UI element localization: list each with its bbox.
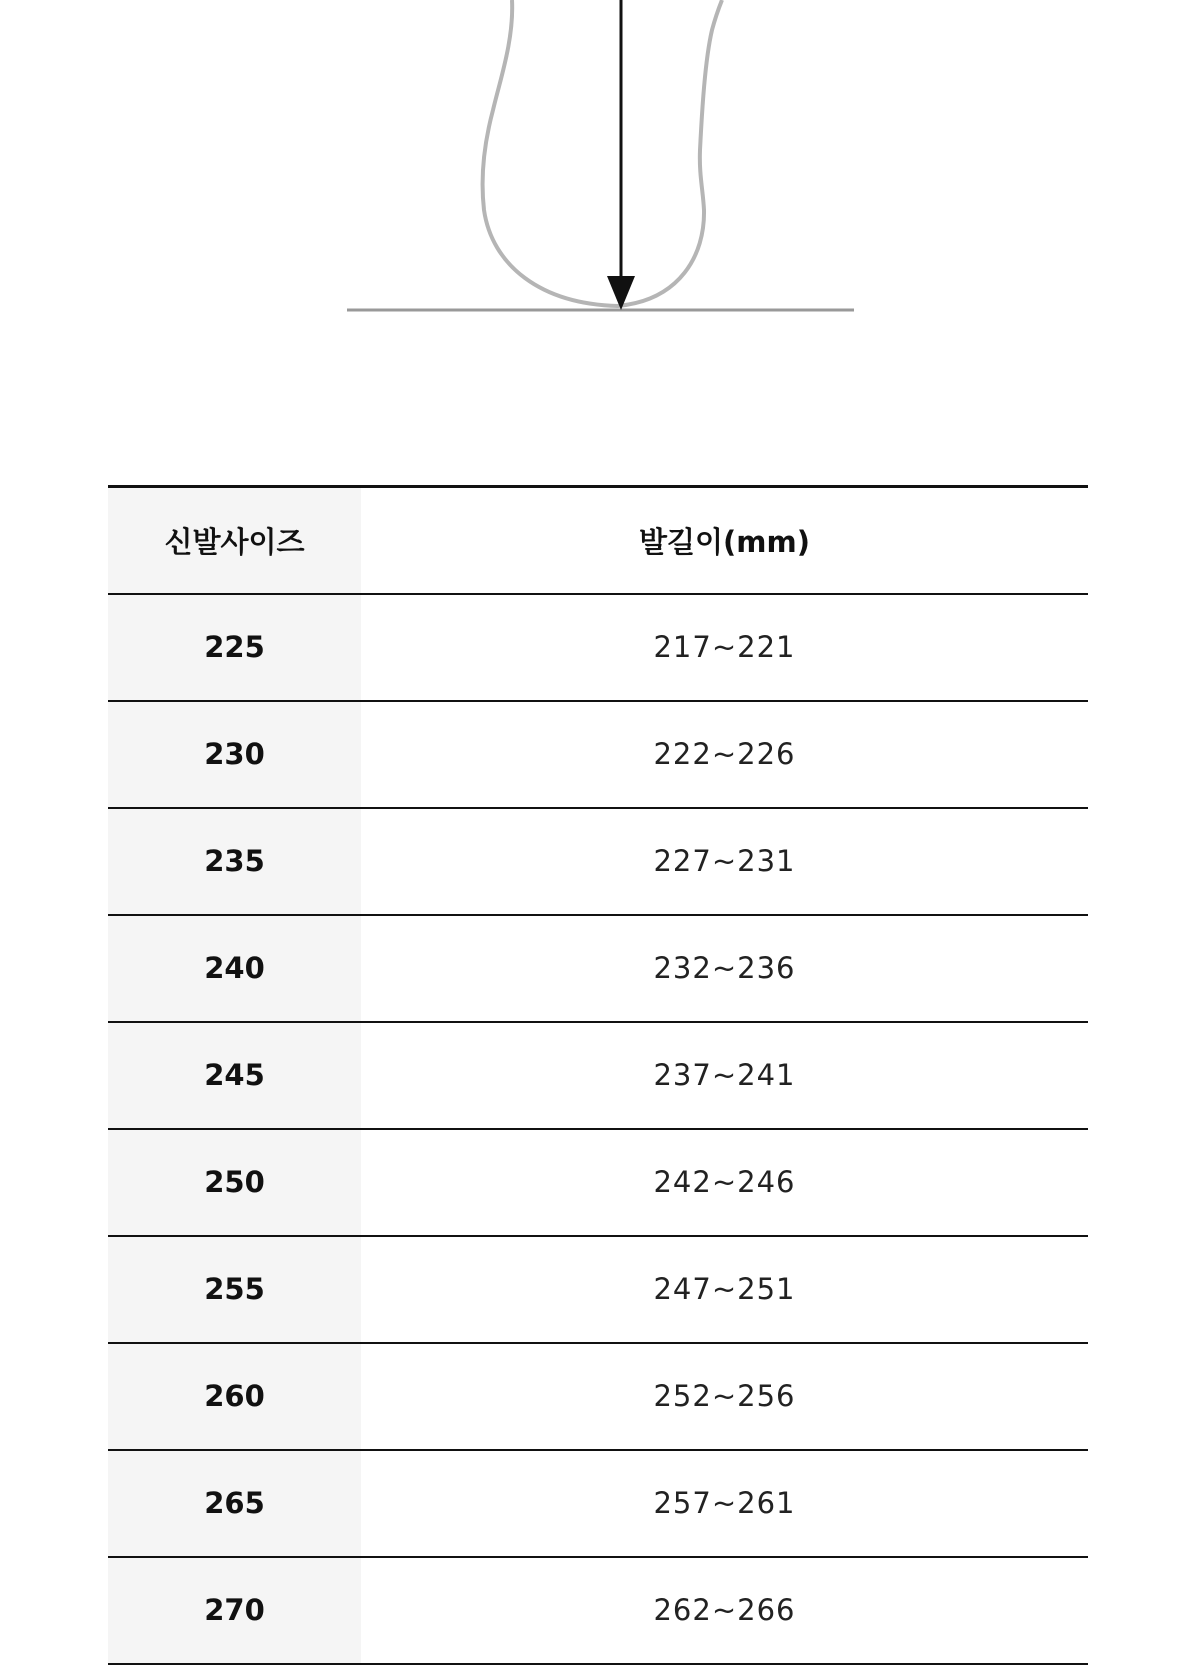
table-row bbox=[108, 915, 1088, 1022]
table-row bbox=[108, 1129, 1088, 1236]
foot-length-cell: 227~231 bbox=[653, 844, 796, 878]
foot-length-cell: 247~251 bbox=[653, 1272, 796, 1306]
foot-length-cell: 217~221 bbox=[653, 630, 796, 664]
table-header-row bbox=[108, 487, 1088, 594]
shoe-size-table bbox=[108, 485, 1088, 1665]
foot-length-diagram bbox=[0, 0, 1200, 320]
foot-length-cell: 257~261 bbox=[653, 1486, 796, 1520]
foot-length-cell: 262~266 bbox=[653, 1593, 796, 1627]
table-row bbox=[108, 701, 1088, 808]
shoe-size-cell: 245 bbox=[108, 1022, 361, 1129]
table-row bbox=[108, 1236, 1088, 1343]
shoe-size-cell: 270 bbox=[108, 1557, 361, 1664]
table-row bbox=[108, 808, 1088, 915]
table-row bbox=[108, 1450, 1088, 1557]
shoe-size-cell: 265 bbox=[108, 1450, 361, 1557]
foot-length-cell: 252~256 bbox=[653, 1379, 796, 1413]
foot-length-cell: 242~246 bbox=[653, 1165, 796, 1199]
shoe-size-cell: 260 bbox=[108, 1343, 361, 1450]
shoe-size-cell: 230 bbox=[108, 701, 361, 808]
foot-length-cell: 222~226 bbox=[653, 737, 796, 771]
table-row bbox=[108, 1022, 1088, 1129]
shoe-size-cell: 255 bbox=[108, 1236, 361, 1343]
header-shoe-size: 신발사이즈 bbox=[108, 487, 361, 594]
table-row bbox=[108, 1557, 1088, 1664]
foot-length-cell: 232~236 bbox=[653, 951, 796, 985]
table-row bbox=[108, 1343, 1088, 1450]
table-row bbox=[108, 594, 1088, 701]
shoe-size-cell: 240 bbox=[108, 915, 361, 1022]
header-foot-length: 발길이(mm) bbox=[361, 487, 1088, 594]
shoe-size-cell: 250 bbox=[108, 1129, 361, 1236]
foot-length-cell: 237~241 bbox=[653, 1058, 796, 1092]
foot-outline bbox=[483, 0, 722, 306]
shoe-size-cell: 225 bbox=[108, 594, 361, 701]
shoe-size-cell: 235 bbox=[108, 808, 361, 915]
